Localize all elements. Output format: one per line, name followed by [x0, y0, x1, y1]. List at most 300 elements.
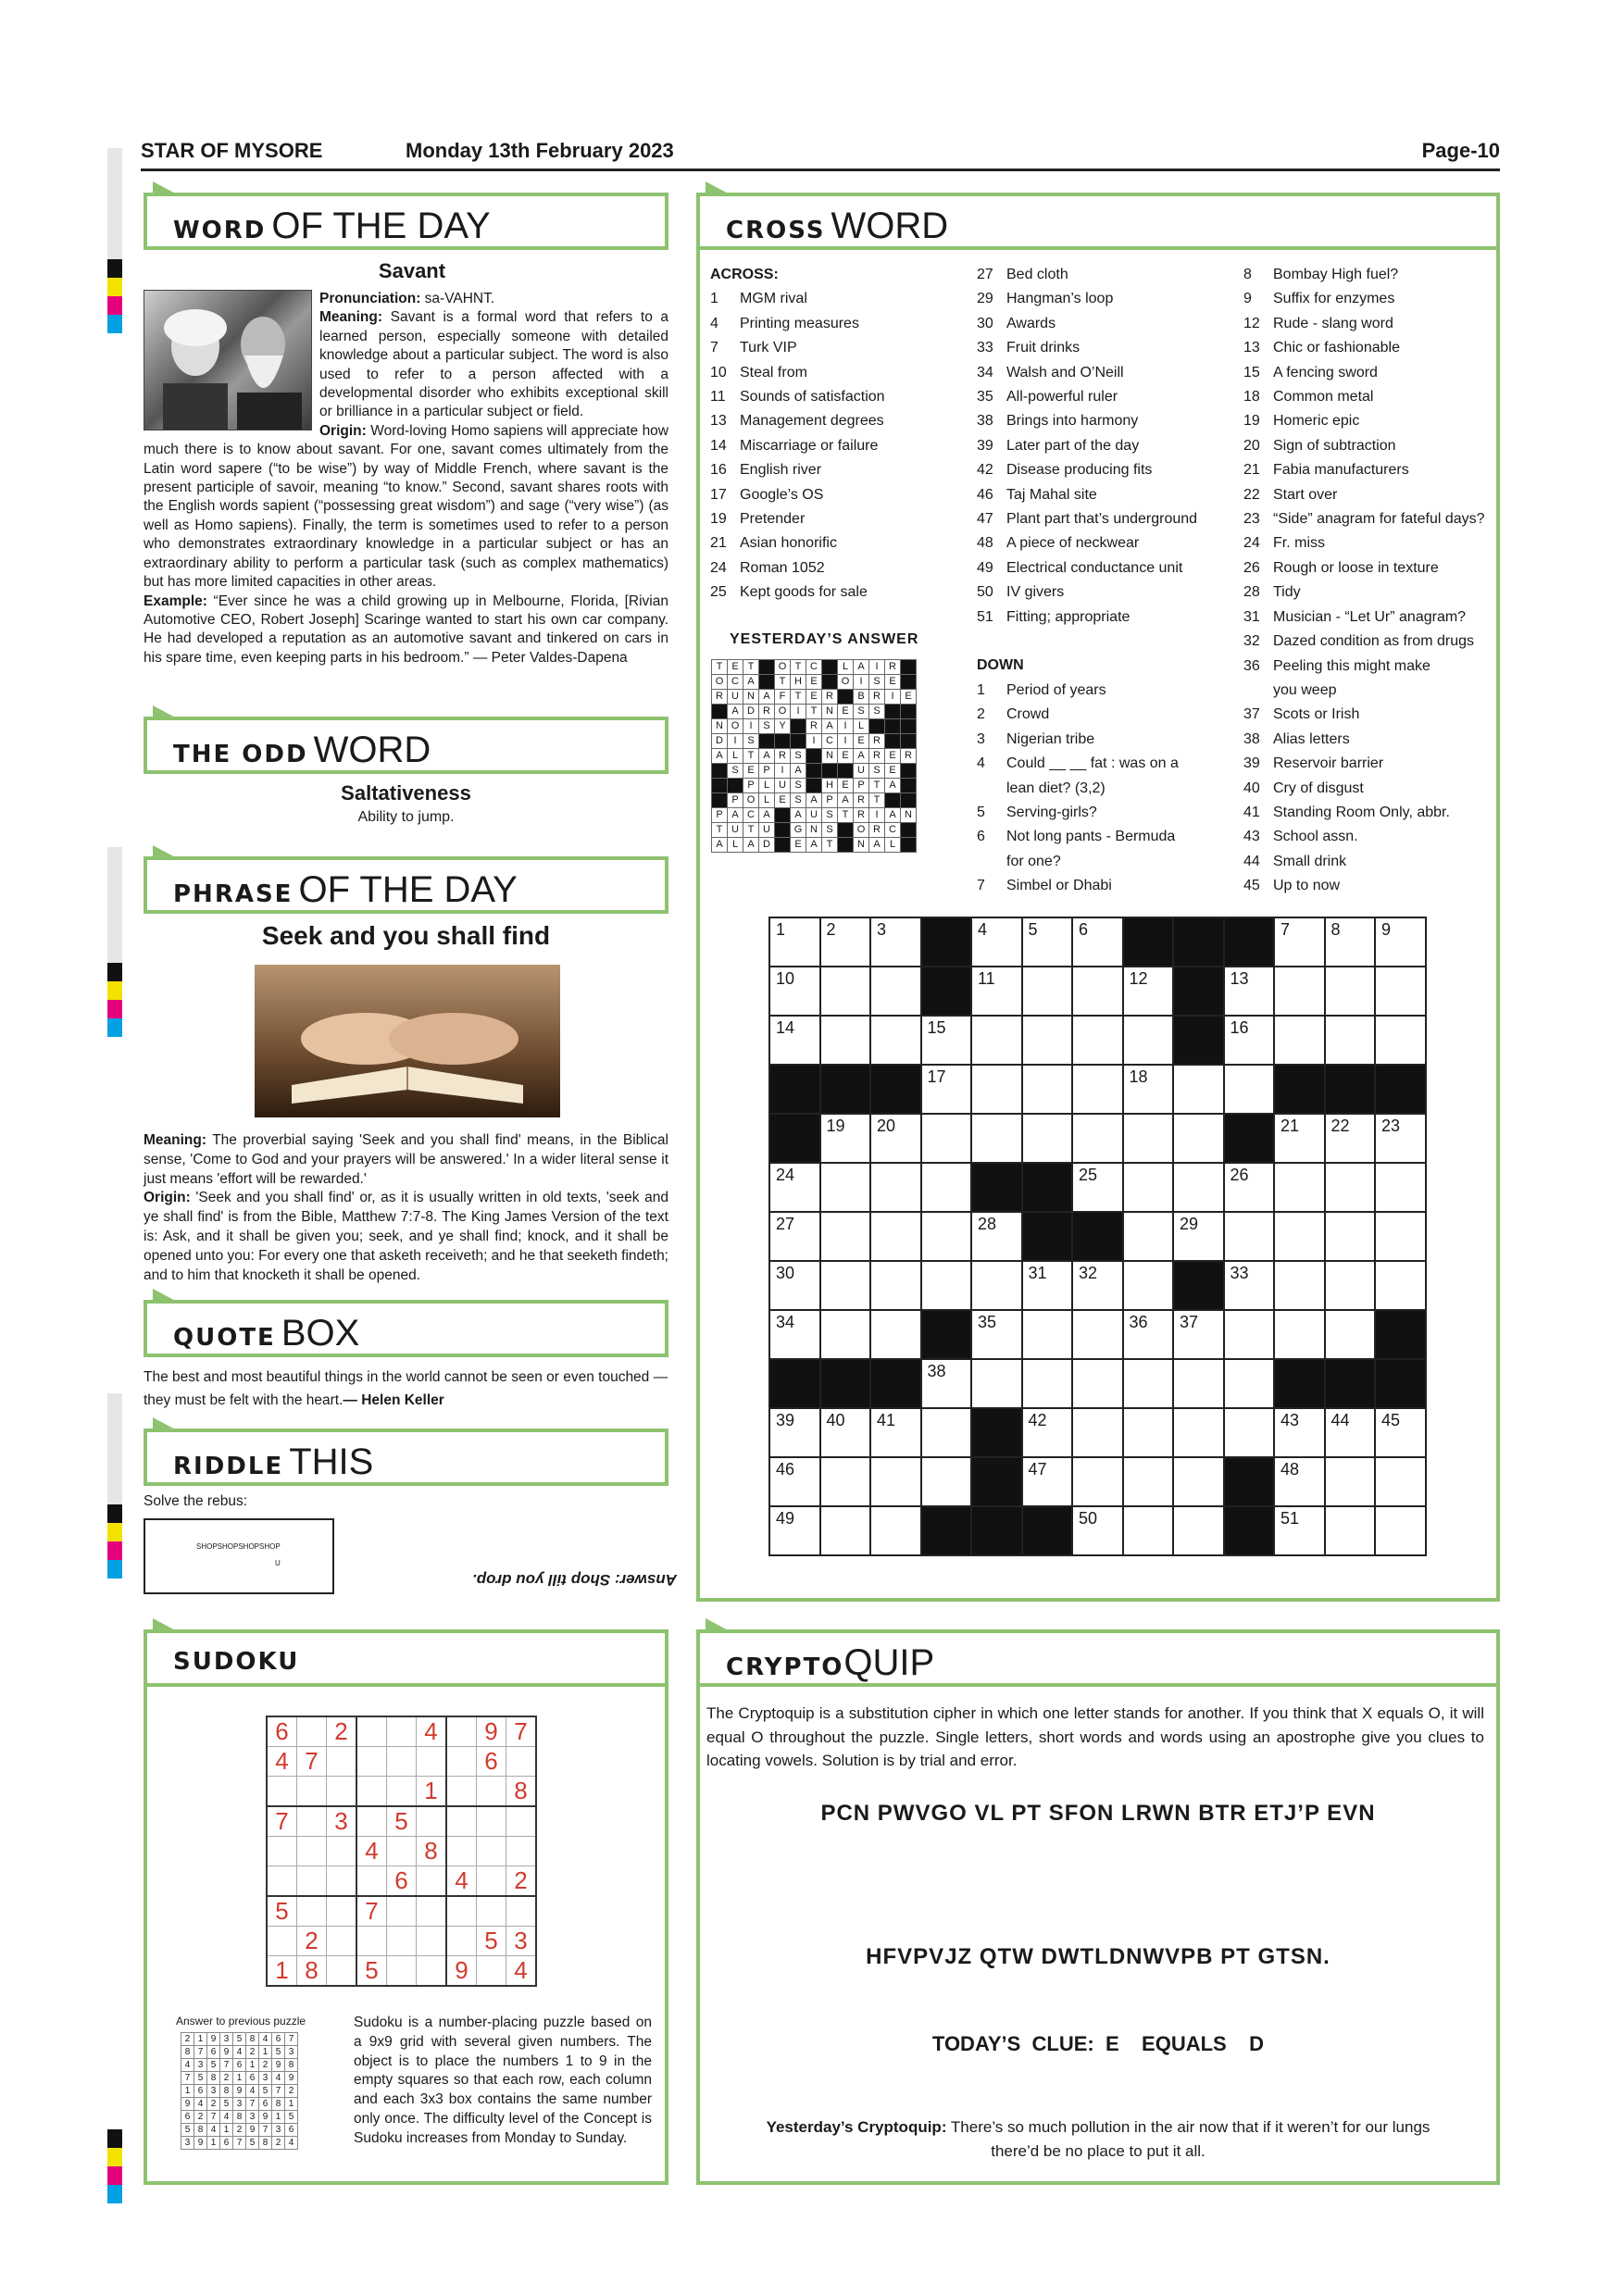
crossword-cell[interactable]	[1022, 1310, 1073, 1359]
crossword-cell[interactable]	[1123, 1359, 1174, 1408]
crossword-cell[interactable]	[769, 917, 820, 967]
crossword-cell[interactable]	[820, 1212, 871, 1261]
answer-cell: A	[838, 793, 854, 808]
previous-sudoku-cell: 7	[194, 2046, 207, 2059]
clue-text: Bombay High fuel?	[1273, 267, 1399, 282]
crossword-cell[interactable]	[921, 1163, 972, 1212]
registration-strip-3	[107, 1393, 122, 1578]
crossword-cell[interactable]	[1375, 1261, 1426, 1310]
answer-cell: D	[743, 705, 759, 719]
clue-number: 4	[710, 315, 718, 331]
clue-item	[977, 361, 1197, 385]
clue-text: Bed cloth	[1006, 267, 1068, 282]
answer-cell: T	[869, 779, 885, 793]
crossword-cell[interactable]	[1123, 967, 1174, 1016]
crossword-cell[interactable]	[1123, 1310, 1174, 1359]
crossword-cell[interactable]	[1375, 1212, 1426, 1261]
sudoku-cell[interactable]	[387, 1777, 417, 1807]
crossword-cell[interactable]	[1325, 1310, 1376, 1359]
crossword-cell[interactable]	[1123, 1212, 1174, 1261]
answer-cell: T	[712, 823, 728, 838]
sudoku-cell[interactable]	[327, 1866, 357, 1897]
crossword-cell[interactable]	[769, 967, 820, 1016]
crossword-cell[interactable]	[870, 1310, 921, 1359]
sudoku-cell[interactable]	[387, 1716, 417, 1747]
crossword-cell[interactable]	[1375, 1457, 1426, 1506]
crossword-cell[interactable]	[870, 1212, 921, 1261]
crossword-cell[interactable]	[971, 1212, 1022, 1261]
crossword-cell[interactable]	[971, 967, 1022, 1016]
answer-cell: U	[775, 779, 791, 793]
crossword-cell[interactable]	[1274, 1408, 1325, 1457]
crossword-cell[interactable]	[1022, 1408, 1073, 1457]
crossword-cell[interactable]	[921, 1261, 972, 1310]
answer-cell: T	[791, 690, 806, 705]
clue-text: English river	[740, 462, 822, 479]
crossword-cell[interactable]	[769, 1506, 820, 1555]
cell-number: 33	[1230, 1264, 1249, 1282]
crossword-cell[interactable]	[1173, 1065, 1224, 1114]
sudoku-cell[interactable]	[387, 1896, 417, 1927]
phrase-header	[144, 856, 668, 914]
crossword-cell[interactable]	[1173, 1114, 1224, 1163]
crossword-cell[interactable]	[769, 1310, 820, 1359]
answer-cell: E	[806, 675, 822, 690]
cryptoquip-clue: TODAY’S CLUE: E EQUALS D	[931, 2032, 1265, 2055]
crossword-cell[interactable]	[921, 1212, 972, 1261]
crossword-cell[interactable]	[870, 1016, 921, 1065]
crossword-cell[interactable]	[1325, 1163, 1376, 1212]
crossword-cell[interactable]	[1123, 1065, 1174, 1114]
cell-number: 19	[826, 1117, 845, 1135]
crossword-cell[interactable]	[1173, 1310, 1224, 1359]
crossword-cell[interactable]	[1123, 1457, 1174, 1506]
crossword-cell[interactable]	[1274, 1457, 1325, 1506]
sudoku-cell[interactable]	[387, 1927, 417, 1956]
sudoku-cell[interactable]	[267, 1927, 297, 1956]
crossword-cell[interactable]	[870, 1114, 921, 1163]
previous-sudoku-cell: 8	[259, 2137, 272, 2150]
clue-item	[1243, 752, 1485, 776]
answer-black-cell	[775, 808, 791, 823]
cell-number: 11	[978, 969, 995, 988]
sudoku-cell[interactable]	[477, 1777, 506, 1807]
crossword-cell[interactable]	[1375, 1163, 1426, 1212]
crossword-cell[interactable]	[820, 1114, 871, 1163]
clue-number: 25	[710, 584, 727, 601]
answer-black-cell	[901, 764, 917, 779]
cell-number: 7	[1280, 920, 1291, 939]
crossword-cell[interactable]	[1123, 1163, 1174, 1212]
answer-cell: I	[775, 764, 791, 779]
sudoku-cell[interactable]	[446, 1927, 477, 1956]
crossword-cell[interactable]	[1224, 1310, 1275, 1359]
down-list-1	[977, 679, 1197, 899]
sudoku-cell[interactable]	[477, 1806, 506, 1837]
clue-number: 28	[1243, 584, 1260, 601]
crossword-cell[interactable]	[1072, 1457, 1123, 1506]
crossword-cell[interactable]	[870, 1261, 921, 1310]
clue-number: 36	[1243, 657, 1260, 674]
sudoku-cell[interactable]	[506, 1837, 537, 1866]
answer-cell: O	[775, 660, 791, 675]
sudoku-cell: 9	[446, 1956, 477, 1987]
black-cell	[820, 1359, 871, 1408]
crossword-cell[interactable]	[971, 1359, 1022, 1408]
sudoku-cell[interactable]	[387, 1956, 417, 1987]
answer-cell: H	[822, 779, 838, 793]
crossword-cell[interactable]	[820, 1261, 871, 1310]
sudoku-cell[interactable]	[477, 1866, 506, 1897]
crossword-cell[interactable]	[921, 1016, 972, 1065]
crossword-cell[interactable]	[1072, 1114, 1123, 1163]
registration-strip-1	[107, 148, 122, 333]
crossword-cell[interactable]	[769, 1016, 820, 1065]
crossword-cell[interactable]	[820, 1408, 871, 1457]
answer-black-cell	[712, 793, 728, 808]
clue-number: 35	[977, 389, 993, 406]
crossword-cell[interactable]	[921, 1065, 972, 1114]
sudoku-cell: 5	[267, 1896, 297, 1927]
crossword-cell[interactable]	[1173, 1359, 1224, 1408]
crossword-cell[interactable]	[820, 1016, 871, 1065]
section-label: THE ODD	[173, 741, 308, 768]
crossword-cell[interactable]	[1123, 1408, 1174, 1457]
previous-sudoku-cell: 5	[207, 2059, 220, 2072]
answer-black-cell	[806, 749, 822, 764]
sudoku-cell[interactable]	[477, 1837, 506, 1866]
cell-number: 3	[877, 920, 887, 939]
crossword-cell[interactable]	[1325, 917, 1376, 967]
sudoku-cell[interactable]	[267, 1866, 297, 1897]
clue-number: 31	[1243, 608, 1260, 625]
crossword-cell[interactable]	[1173, 1457, 1224, 1506]
sudoku-cell[interactable]	[417, 1806, 447, 1837]
crossword-cell[interactable]	[769, 1261, 820, 1310]
previous-sudoku-cell: 6	[181, 2111, 194, 2124]
sudoku-cell[interactable]	[297, 1896, 327, 1927]
answer-cell: S	[869, 705, 885, 719]
crossword-cell[interactable]	[1325, 1506, 1376, 1555]
sudoku-cell[interactable]	[327, 1747, 357, 1777]
crossword-cell[interactable]	[1022, 1457, 1073, 1506]
sudoku-cell[interactable]	[297, 1716, 327, 1747]
previous-sudoku-cell: 8	[233, 2111, 246, 2124]
sudoku-cell[interactable]	[356, 1866, 387, 1897]
black-cell	[1224, 917, 1275, 967]
sudoku-cell[interactable]	[356, 1806, 387, 1837]
crossword-cell[interactable]	[1022, 917, 1073, 967]
sudoku-cell[interactable]	[446, 1896, 477, 1927]
answer-black-cell	[791, 719, 806, 734]
sudoku-cell[interactable]	[417, 1927, 447, 1956]
answer-cell: I	[728, 734, 743, 749]
cryptoquip-header	[696, 1629, 1500, 1687]
crossword-cell[interactable]	[1375, 1506, 1426, 1555]
crossword-cell[interactable]	[1123, 1114, 1174, 1163]
sudoku-cell[interactable]	[417, 1747, 447, 1777]
black-cell	[1173, 917, 1224, 967]
cell-number: 35	[978, 1313, 997, 1331]
crossword-cell[interactable]	[1274, 967, 1325, 1016]
sudoku-cell[interactable]	[477, 1896, 506, 1927]
section-label: QUOTE	[173, 1324, 276, 1352]
sudoku-cell[interactable]	[267, 1777, 297, 1807]
black-cell	[1325, 1359, 1376, 1408]
sudoku-cell[interactable]	[387, 1747, 417, 1777]
crossword-cell[interactable]	[1325, 1114, 1376, 1163]
clue-item	[1243, 507, 1485, 531]
sudoku-cell[interactable]	[297, 1777, 327, 1807]
sudoku-cell[interactable]	[417, 1866, 447, 1897]
crossword-cell[interactable]	[1022, 1016, 1073, 1065]
crossword-cell[interactable]	[870, 967, 921, 1016]
previous-sudoku-cell: 1	[207, 2137, 220, 2150]
crossword-cell[interactable]	[1274, 1506, 1325, 1555]
crossword-cell[interactable]	[870, 917, 921, 967]
answer-cell: A	[869, 838, 885, 853]
yesterday-cryptoquip	[741, 2115, 1455, 2164]
clue-number: 1	[977, 681, 985, 698]
crossword-cell[interactable]	[921, 1114, 972, 1163]
sudoku-cell[interactable]	[477, 1956, 506, 1987]
word-title: Savant	[378, 259, 446, 282]
crossword-cell[interactable]	[1072, 1163, 1123, 1212]
crossword-cell[interactable]	[1224, 1408, 1275, 1457]
sudoku-cell[interactable]	[446, 1837, 477, 1866]
crossword-cell[interactable]	[1173, 1506, 1224, 1555]
crossword-cell[interactable]	[1072, 1065, 1123, 1114]
sudoku-cell[interactable]	[327, 1896, 357, 1927]
crossword-cell[interactable]	[1173, 1163, 1224, 1212]
crossword-cell[interactable]	[1224, 1016, 1275, 1065]
crossword-cell[interactable]	[1224, 1359, 1275, 1408]
cell-number: 5	[1028, 920, 1038, 939]
crossword-cell[interactable]	[1375, 967, 1426, 1016]
crossword-cell[interactable]	[1224, 1212, 1275, 1261]
sudoku-cell[interactable]	[297, 1806, 327, 1837]
hands-book-photo	[255, 965, 560, 1117]
crossword-cell[interactable]	[1274, 1163, 1325, 1212]
sudoku-cell[interactable]	[446, 1806, 477, 1837]
sudoku-cell[interactable]	[327, 1927, 357, 1956]
crossword-cell[interactable]	[1072, 917, 1123, 967]
answer-cell: I	[885, 690, 901, 705]
previous-sudoku-cell: 1	[233, 2072, 246, 2085]
previous-sudoku-cell: 9	[207, 2033, 220, 2046]
sudoku-cell[interactable]	[417, 1896, 447, 1927]
rebus-box	[144, 1518, 334, 1594]
crossword-cell[interactable]	[1072, 1506, 1123, 1555]
sudoku-cell[interactable]	[356, 1777, 387, 1807]
word-of-day-text: Pronunciation: sa-VAHNT. Meaning: Savant is a formal word that refers to a learned person, especially someone with detailed knowledge about a particular subject. The word is also used to refer to a person affected with a developmental disorder who exhibits exceptional skill or brilliance in a particular subject or field. Origin: Word-loving Homo sapiens will appreciate how much there is to know about savant. For one, savant comes ultimately from the Latin word sapere (“to be wise”) by way of Middle French, where savant is the present participle of savoir, meaning “to know.” Second, savant shares roots with the English words sapient (“possessing great wisdom”) and sage (“very wise”) (as well as Homo sapiens). Finally, the term is sometimes used to refer to a person who demonstrates extraordinary knowledge in a particular subject or has an extraordinary ability to perform a particular task (such as complex mathematics) but has more limited capacities in other areas. Example: “Ever since he was a child growing up in Melbourne, Florida, [Rivian Automotive CEO, Robert Joseph] Scaringe wanted to start his own car company. He had developed a reputation as an automotive savant and tinkered on cars in his spare time, even keeping parts in his bedroom.” — Peter Valdes-Dapena	[144, 291, 669, 666]
cell-number: 31	[1028, 1264, 1047, 1282]
crossword-cell[interactable]	[870, 1506, 921, 1555]
crossword-cell[interactable]	[1375, 917, 1426, 967]
crossword-cell[interactable]	[820, 1506, 871, 1555]
previous-sudoku-cell: 5	[246, 2137, 259, 2150]
crossword-cell[interactable]	[921, 1408, 972, 1457]
sudoku-cell[interactable]	[327, 1777, 357, 1807]
sudoku-cell[interactable]	[446, 1777, 477, 1807]
crossword-cell[interactable]	[1274, 1016, 1325, 1065]
clue-text: Fruit drinks	[1006, 340, 1081, 356]
cell-number: 46	[776, 1460, 795, 1479]
previous-sudoku-cell: 3	[220, 2033, 233, 2046]
answer-cell: S	[791, 749, 806, 764]
crossword-cell[interactable]	[921, 1359, 972, 1408]
crossword-cell[interactable]	[1375, 1114, 1426, 1163]
crossword-cell[interactable]	[820, 1310, 871, 1359]
clue-text: Chic or fashionable	[1273, 340, 1400, 356]
answer-black-cell	[885, 734, 901, 749]
sudoku-cell[interactable]	[446, 1716, 477, 1747]
crossword-cell[interactable]	[971, 917, 1022, 967]
previous-sudoku-cell: 3	[194, 2059, 207, 2072]
answer-cell: O	[743, 793, 759, 808]
sudoku-cell: 8	[417, 1837, 447, 1866]
crossword-cell[interactable]	[1022, 1114, 1073, 1163]
crossword-cell[interactable]	[971, 1261, 1022, 1310]
crossword-cell[interactable]	[820, 917, 871, 967]
crossword-cell[interactable]	[1325, 1212, 1376, 1261]
sudoku-cell[interactable]	[417, 1956, 447, 1987]
clue-text: Fitting; appropriate	[1006, 608, 1131, 625]
crossword-cell[interactable]	[1072, 1261, 1123, 1310]
cell-number: 27	[776, 1215, 795, 1233]
crossword-cell[interactable]	[1325, 1016, 1376, 1065]
answer-cell: A	[759, 690, 775, 705]
crossword-cell[interactable]	[1375, 1408, 1426, 1457]
crossword-cell[interactable]	[1224, 1065, 1275, 1114]
crossword-cell[interactable]	[1274, 1310, 1325, 1359]
clue-text: Hangman’s loop	[1006, 291, 1114, 307]
crossword-cell[interactable]	[820, 1163, 871, 1212]
crossword-cell[interactable]	[769, 1457, 820, 1506]
crossword-cell[interactable]	[1072, 1359, 1123, 1408]
previous-sudoku-cell: 1	[272, 2111, 285, 2124]
crossword-cell[interactable]	[1224, 1261, 1275, 1310]
clue-number: 50	[977, 584, 993, 601]
crossword-cell[interactable]	[1072, 1016, 1123, 1065]
crossword-cell[interactable]	[1274, 917, 1325, 967]
crossword-cell[interactable]	[1072, 967, 1123, 1016]
previous-sudoku-cell: 8	[194, 2124, 207, 2137]
answer-black-cell	[759, 734, 775, 749]
cell-number: 14	[776, 1018, 795, 1037]
black-cell	[1173, 1016, 1224, 1065]
cell-number: 4	[978, 920, 988, 939]
crossword-cell[interactable]	[870, 1457, 921, 1506]
answer-cell: E	[885, 749, 901, 764]
crossword-cell[interactable]	[1072, 1408, 1123, 1457]
crossword-cell[interactable]	[1274, 1114, 1325, 1163]
crossword-cell[interactable]	[820, 1457, 871, 1506]
black-cell	[921, 967, 972, 1016]
clue-item	[710, 312, 885, 336]
crossword-cell[interactable]	[769, 1408, 820, 1457]
crossword-cell[interactable]	[1325, 967, 1376, 1016]
clue-number: 37	[1243, 706, 1260, 723]
crossword-cell[interactable]	[1325, 1261, 1376, 1310]
sudoku-cell[interactable]	[327, 1956, 357, 1987]
crossword-cell[interactable]	[1022, 1261, 1073, 1310]
sudoku-cell[interactable]	[356, 1927, 387, 1956]
clue-text: Reservoir barrier	[1273, 755, 1384, 772]
crossword-cell[interactable]	[769, 1212, 820, 1261]
sudoku-cell[interactable]	[506, 1747, 537, 1777]
sudoku-cell: 5	[477, 1927, 506, 1956]
clue-number: 20	[1243, 437, 1260, 454]
crossword-cell[interactable]	[1173, 1408, 1224, 1457]
sudoku-cell[interactable]	[356, 1747, 387, 1777]
crossword-cell[interactable]	[769, 1163, 820, 1212]
answer-cell: R	[854, 793, 869, 808]
crossword-cell[interactable]	[1325, 1408, 1376, 1457]
crossword-cell[interactable]	[921, 1457, 972, 1506]
clue-text: Plant part that’s underground	[1006, 511, 1198, 528]
crossword-cell[interactable]	[971, 1016, 1022, 1065]
crossword-cell[interactable]	[1274, 1212, 1325, 1261]
crossword-cell[interactable]	[1274, 1261, 1325, 1310]
crossword-cell[interactable]	[1123, 1506, 1174, 1555]
previous-sudoku-cell: 7	[272, 2085, 285, 2098]
crossword-cell[interactable]	[971, 1310, 1022, 1359]
crossword-cell[interactable]	[1022, 967, 1073, 1016]
crossword-cell[interactable]	[870, 1163, 921, 1212]
crossword-cell[interactable]	[1375, 1016, 1426, 1065]
sudoku-cell[interactable]	[506, 1896, 537, 1927]
previous-sudoku-cell: 4	[207, 2124, 220, 2137]
page-header	[141, 137, 1500, 168]
sudoku-cell[interactable]	[356, 1716, 387, 1747]
sudoku-cell[interactable]	[297, 1866, 327, 1897]
crossword-cell[interactable]	[971, 1065, 1022, 1114]
clue-item	[710, 580, 885, 605]
crossword-cell[interactable]	[820, 967, 871, 1016]
crossword-cell[interactable]	[1022, 1359, 1073, 1408]
previous-sudoku-cell: 7	[246, 2098, 259, 2111]
previous-sudoku-cell: 9	[194, 2137, 207, 2150]
crossword-cell[interactable]	[1022, 1065, 1073, 1114]
crossword-cell[interactable]	[1224, 967, 1275, 1016]
clue-number: 45	[1243, 878, 1260, 894]
clue-number: 13	[710, 413, 727, 430]
sudoku-cell[interactable]	[446, 1747, 477, 1777]
sudoku-cell[interactable]	[506, 1806, 537, 1837]
answer-cell: I	[869, 660, 885, 675]
clue-text: MGM rival	[740, 291, 807, 307]
sudoku-cell[interactable]	[387, 1837, 417, 1866]
crossword-cell[interactable]	[1224, 1163, 1275, 1212]
crossword-cell[interactable]	[1123, 1016, 1174, 1065]
crossword-cell[interactable]	[1325, 1457, 1376, 1506]
sudoku-cell[interactable]	[297, 1837, 327, 1866]
cell-number: 10	[776, 969, 795, 988]
crossword-cell[interactable]	[1123, 1261, 1174, 1310]
section-label: SUDOKU	[173, 1648, 300, 1676]
sudoku-cell[interactable]	[327, 1837, 357, 1866]
sudoku-cell[interactable]	[267, 1837, 297, 1866]
crossword-cell[interactable]	[971, 1114, 1022, 1163]
crossword-cell[interactable]	[1072, 1310, 1123, 1359]
crossword-cell[interactable]	[1173, 1212, 1224, 1261]
clue-text: Rough or loose in texture	[1273, 559, 1439, 576]
crossword-cell[interactable]	[870, 1408, 921, 1457]
previous-sudoku-cell: 2	[259, 2059, 272, 2072]
clue-text: Fr. miss	[1273, 535, 1325, 552]
clue-item	[1243, 556, 1485, 580]
